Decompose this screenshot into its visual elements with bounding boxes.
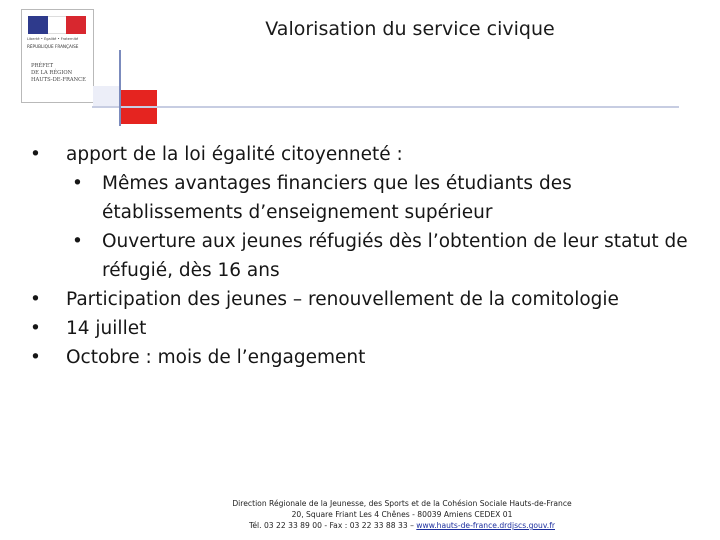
logo-prefet: PRÉFET DE LA RÉGION HAUTS-DE-FRANCE	[31, 63, 86, 83]
footer-phone-fax: Tél. 03 22 33 89 00 - Fax : 03 22 33 88 33 –	[249, 521, 417, 530]
sub-bullet-text: Ouverture aux jeunes réfugiés dès l’obtention de leur statut de réfugié, dès 16 ans	[102, 231, 688, 281]
marianne-flag-icon	[28, 16, 86, 34]
footer-address-line-1: Direction Régionale de la Jeunesse, des Sports et de la Cohésion Sociale Hauts-de-France	[232, 499, 572, 508]
bullet-icon: •	[72, 231, 83, 252]
bullet-text: Octobre : mois de l’engagement	[66, 347, 366, 368]
sub-bullet-item	[30, 227, 710, 285]
flag-blue-stripe	[28, 16, 48, 34]
bullet-icon: •	[72, 173, 83, 194]
sub-bullet-text: Mêmes avantages financiers que les étudiants des établissements d’enseignement supérieur	[102, 173, 572, 223]
flag-white-stripe	[48, 16, 66, 34]
logo-motto: Liberté • Égalité • Fraternité	[27, 37, 79, 41]
slide-title: Valorisation du service civique	[265, 18, 555, 40]
bullet-text: 14 juillet	[66, 318, 147, 339]
website-link[interactable]: www.hauts-de-france.drdjscs.gouv.fr	[416, 521, 555, 530]
bullet-icon: •	[30, 289, 41, 310]
flag-red-stripe	[66, 16, 86, 34]
decorative-horizontal-line	[92, 106, 679, 108]
decorative-vertical-line	[119, 50, 121, 126]
sub-bullet-item	[30, 169, 710, 227]
bullet-list	[30, 140, 710, 372]
footer-address-line-2: 20, Square Friant Les 4 Chênes - 80039 Amiens CEDEX 01	[291, 510, 513, 519]
footer-contact-line	[200, 520, 604, 531]
bullet-item	[30, 140, 710, 169]
bullet-text: apport de la loi égalité citoyenneté :	[66, 144, 403, 165]
bullet-item	[30, 285, 710, 314]
prefecture-logo	[21, 9, 94, 103]
bullet-item	[30, 314, 710, 343]
decorative-pale-square	[93, 86, 119, 106]
bullet-item	[30, 343, 710, 372]
bullet-icon: •	[30, 347, 41, 368]
logo-republique: RÉPUBLIQUE FRANÇAISE	[27, 44, 79, 49]
bullet-icon: •	[30, 144, 41, 165]
bullet-text: Participation des jeunes – renouvellement de la comitologie	[66, 289, 619, 310]
footer	[200, 498, 604, 531]
bullet-icon: •	[30, 318, 41, 339]
